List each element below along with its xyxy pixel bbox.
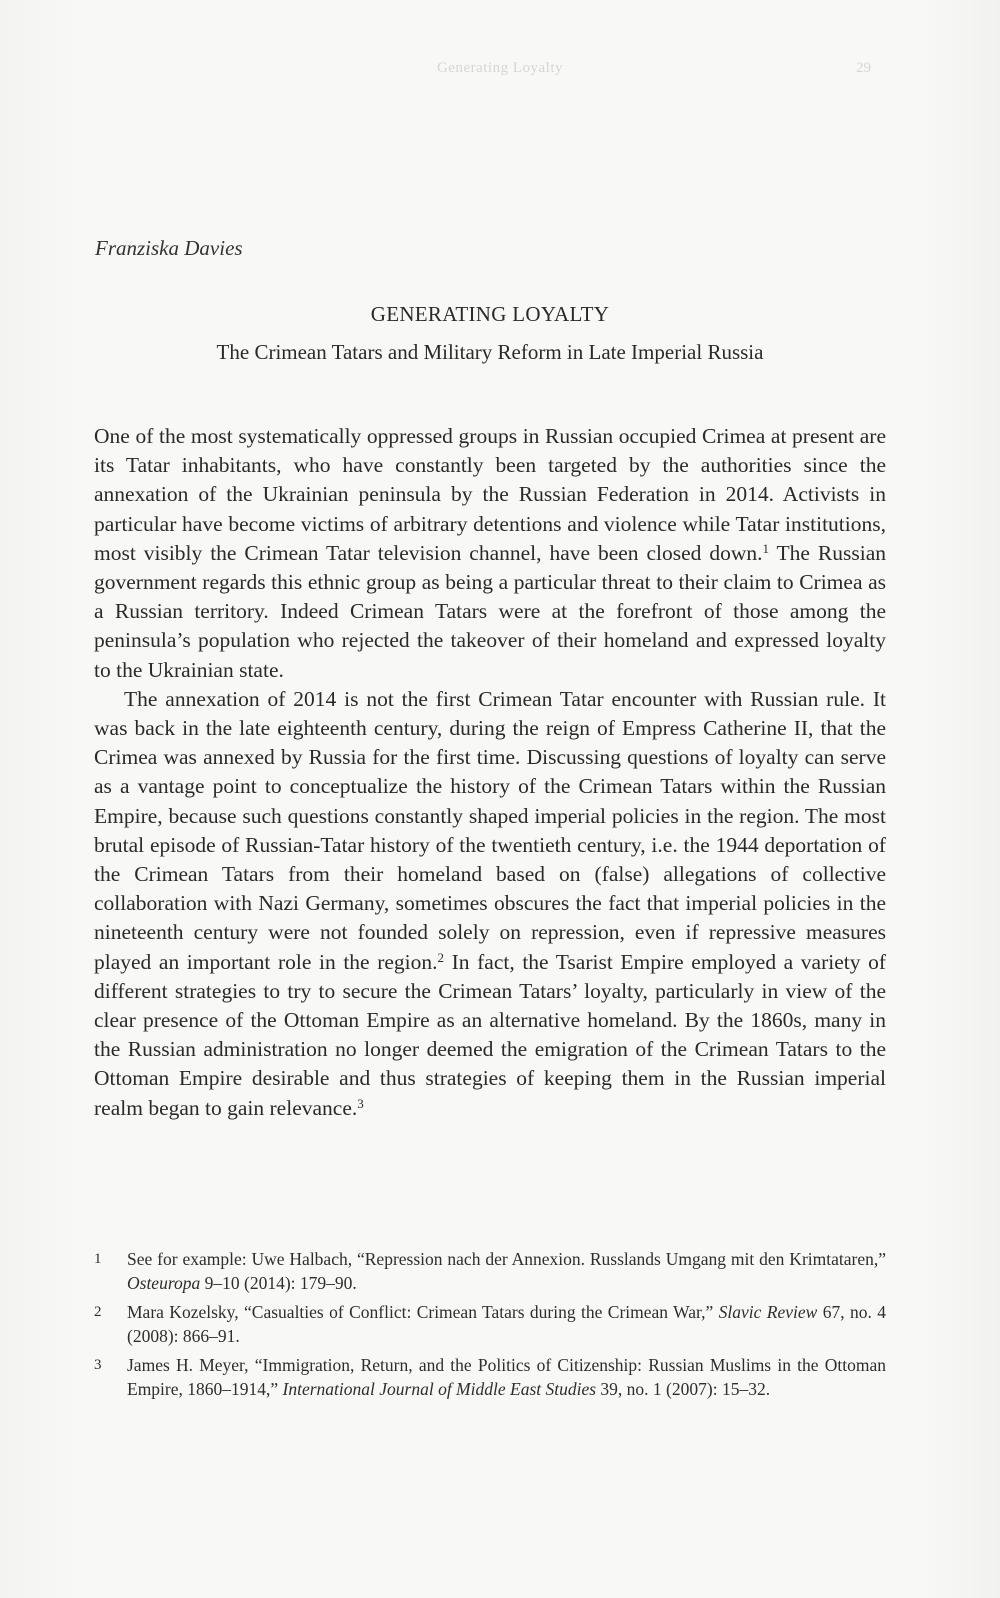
footnote-number: 3 xyxy=(94,1357,102,1373)
footnote-1: 1 See for example: Uwe Halbach, “Repression nach der Annexion. Russlands Umgang mit den Krimtataren,” Osteuropa 9–10 (2014): 179–90. xyxy=(94,1249,886,1293)
footnotes xyxy=(94,1248,886,1407)
body-text xyxy=(94,422,886,1123)
footnote-ref-1[interactable]: 1 xyxy=(762,540,769,556)
author-name: Franziska Davies xyxy=(95,236,243,260)
chapter-title: GENERATING LOYALTY xyxy=(370,302,610,326)
footnote-ref-2[interactable]: 2 xyxy=(437,949,445,965)
footnote-2: 2 Mara Kozelsky, “Casualties of Conflict: Crimean Tatars during the Crimean War,” Slavic Review 67, no. 4 (2008): 866–91. xyxy=(94,1302,887,1346)
bleed-through-page-number: 29 xyxy=(856,60,871,76)
bleed-through-running-header: Generating Loyalty xyxy=(436,60,564,76)
chapter-subtitle: The Crimean Tatars and Military Reform in Late Imperial Russia xyxy=(216,340,764,364)
paragraph-1: One of the most systematically oppressed groups in Russian occupied Crimea at present are its Tatar inhabitants, who have constantly been targeted by the authorities since the annexation of the Ukrainian peninsula by the Russian Federation in 2014. Activists in particular have become victims of arbitrary detentions and violence while Tatar institutions, most visibly the Crimean Tatar television channel, have been closed down.$^1$ The Russian government regards this ethnic group as being a particular threat to their claim to Crimea as a Russian territory. Indeed Crimean Tatars were at the forefront of those among the peninsula’s population who rejected the takeover of their homeland and expressed loyalty to the Ukrainian state. xyxy=(94,424,886,682)
footnote-number: 1 xyxy=(94,1251,102,1267)
footnote-3: 3 James H. Meyer, “Immigration, Return, and the Politics of Citizenship: Russian Muslims in the Ottoman Empire, 1860–1914,” International Journal of Middle East Studies 39, no. 1 (2007): 15–32. xyxy=(94,1355,886,1399)
footnote-ref-3[interactable]: 3 xyxy=(357,1095,364,1111)
paragraph-2: The annexation of 2014 is not the first Crimean Tatar encounter with Russian rule. It was back in the late eighteenth century, during the reign of Empress Catherine II, that the Crimea was annexed by Russia for the first time. Discussing questions of loyalty can serve as a vantage point to conceptualize the history of the Crimean Tatars within the Russian Empire, because such questions constantly shaped imperial policies in the region. The most brutal episode of Russian-Tatar history of the twentieth century, i.e. the 1944 deportation of the Crimean Tatars from their homeland based on (false) allegations of collective collaboration with Nazi Germany, sometimes obscures the fact that imperial policies in the nineteenth century were not founded solely on repression, even if repressive measures played an important role in the region.$^2$ In fact, the Tsarist Empire employed a variety of different strategies to try to secure the Crimean Tatars’ loyalty, particularly in view of the clear presence of the Ottoman Empire as an alternative homeland. By the 1860s, many in the Russian administration no longer deemed the emigration of the Crimean Tatars to the Ottoman Empire desirable and thus strategies of keeping them in the Russian imperial realm began to gain relevance.$^3$ xyxy=(94,686,887,1120)
footnote-number: 2 xyxy=(94,1304,102,1320)
